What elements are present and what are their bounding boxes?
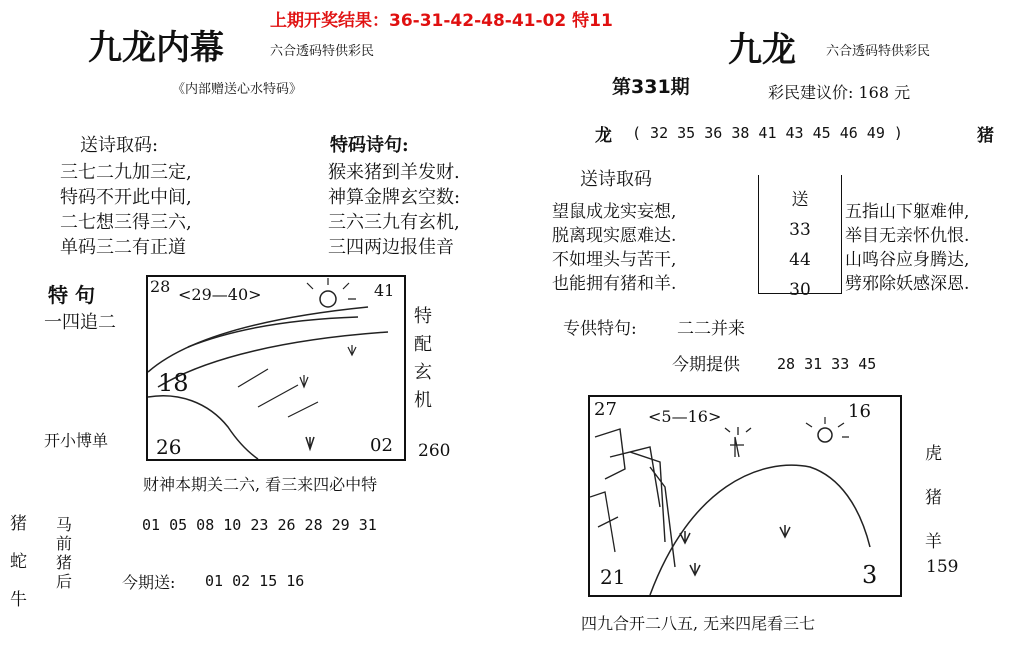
right-special-text: 二二并来 <box>677 319 745 339</box>
send-box-content <box>759 185 841 305</box>
left-numbers: 01 05 08 10 23 26 28 29 31 <box>142 516 377 534</box>
sketch-label-mid-left: 18 <box>158 369 189 397</box>
right-title: 九龙 <box>728 30 796 70</box>
poem-line: 五指山下躯难伸, <box>845 202 970 222</box>
vertical-char: 蛇 <box>10 552 27 572</box>
verse-line: 三六三九有玄机, <box>328 212 460 233</box>
pig-label: 猪 <box>977 126 994 146</box>
verse-line: 三四两边报佳音 <box>328 237 454 258</box>
sketch-label-bottom-left: 21 <box>600 565 626 589</box>
previous-results: 上期开奖结果：36-31-42-48-41-02 特11 <box>270 11 613 31</box>
sketch-label-bottom-right: 02 <box>370 435 393 456</box>
send-box-label: 送 <box>791 190 809 210</box>
left-side-vertical <box>414 303 432 415</box>
provide-label: 今期提供 <box>672 355 740 375</box>
left-special-label: 特 句 <box>48 283 95 307</box>
poem-line: 劈邪除妖感深恩. <box>845 274 970 294</box>
right-poem-heading: 送诗取码 <box>580 169 652 190</box>
vertical-char: 虎 <box>925 444 942 464</box>
vertical-char: 配 <box>414 334 432 355</box>
poem-line: 不如埋头与苦干, <box>552 250 677 270</box>
left-bet-text: 开小博单 <box>44 431 109 450</box>
right-side-vertical <box>925 432 942 564</box>
send-box-value: 30 <box>789 280 811 300</box>
vertical-char: 猪 <box>10 514 27 534</box>
left-side-number: 260 <box>418 441 451 461</box>
vertical-char: 猪 <box>56 553 73 572</box>
poem-line: 举目无亲怀仇恨. <box>845 226 970 246</box>
sketch-range: <29—40> <box>178 285 262 304</box>
sketch-label-bottom-left: 26 <box>156 435 182 459</box>
poem-line: 三七二九加三定, <box>60 162 192 183</box>
right-poem <box>552 200 676 296</box>
right-special-label: 专供特句: <box>563 319 637 339</box>
dragon-label: 龙 <box>595 126 612 146</box>
send-box-value: 44 <box>789 250 811 270</box>
poem-line: 山鸣谷应身腾达, <box>845 250 970 270</box>
left-sketch <box>148 277 404 459</box>
left-send-numbers: 01 02 15 16 <box>205 572 305 590</box>
sketch-range: <5—16> <box>648 407 722 426</box>
right-sketch <box>590 397 900 595</box>
price-label: 彩民建议价: 168 元 <box>768 83 911 102</box>
poem-line: 二七想三得三六, <box>60 212 192 233</box>
vertical-char: 玄 <box>414 362 432 383</box>
left-zodiac-vertical <box>10 505 27 619</box>
sketch-label-bottom-right: 3 <box>862 561 878 589</box>
vertical-char: 前 <box>56 534 73 553</box>
sketch-label-top-right: 16 <box>848 401 871 422</box>
vertical-char: 特 <box>414 306 432 327</box>
poem-line: 特码不开此中间, <box>60 187 192 208</box>
left-poem <box>60 160 192 260</box>
left-horse-vertical <box>56 515 72 591</box>
left-verse-heading: 特码诗句: <box>330 135 409 156</box>
right-poem-2 <box>845 200 969 296</box>
right-footer: 四九合开二八五, 无来四尾看三七 <box>581 614 816 633</box>
left-sketch-box <box>146 275 406 461</box>
left-send-label: 今期送: <box>122 573 176 592</box>
sketch-label-top-left: 28 <box>150 277 171 296</box>
sketch-label-top-left: 27 <box>594 399 617 420</box>
provide-numbers: 28 31 33 45 <box>777 355 877 373</box>
dragon-numbers: ( 32 35 36 38 41 43 45 46 49 ) <box>632 124 903 142</box>
vertical-char: 机 <box>414 390 432 411</box>
vertical-char: 羊 <box>925 532 942 552</box>
left-tagline: 《内部赠送心水特码》 <box>172 82 303 97</box>
left-fortune: 财神本期关二六, 看三来四必中特 <box>143 475 378 494</box>
vertical-char: 牛 <box>10 590 27 610</box>
poem-line: 单码三二有正道 <box>60 237 186 258</box>
right-side-number: 159 <box>926 557 959 577</box>
sketch-label-top-right: 41 <box>374 281 395 300</box>
verse-line: 神算金牌玄空数: <box>328 187 461 208</box>
left-verse <box>328 160 460 260</box>
right-subtitle: 六合透码特供彩民 <box>826 44 931 59</box>
send-box <box>758 175 842 300</box>
issue-number: 第331期 <box>612 76 690 98</box>
send-box-value: 33 <box>789 220 811 240</box>
left-poem-heading: 送诗取码: <box>80 135 159 156</box>
vertical-char: 马 <box>56 515 73 534</box>
poem-line: 脱离现实愿难达. <box>552 226 677 246</box>
vertical-char: 后 <box>56 572 73 591</box>
poem-line: 也能拥有猪和羊. <box>552 274 677 294</box>
left-special-text: 一四追二 <box>44 312 116 333</box>
left-title: 九龙内幕 <box>88 28 224 68</box>
right-sketch-box <box>588 395 902 597</box>
poem-line: 望鼠成龙实妄想, <box>552 202 677 222</box>
vertical-char: 猪 <box>925 488 942 508</box>
left-subtitle: 六合透码特供彩民 <box>270 44 375 59</box>
verse-line: 猴来猪到羊发财. <box>328 162 460 183</box>
